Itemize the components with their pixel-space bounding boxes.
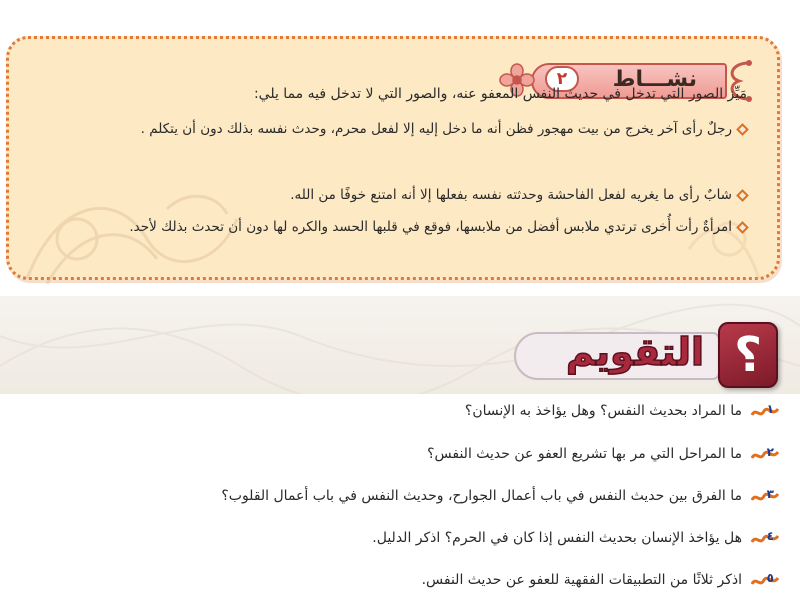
- question-mark-icon: ؟: [718, 322, 778, 388]
- question-item: [465, 398, 780, 424]
- wave-number-icon: [750, 401, 780, 421]
- question-number: ٣: [766, 487, 774, 501]
- question-text: ما المراد بحديث النفس؟ وهل يؤاخذ به الإنسان؟: [464, 403, 742, 419]
- wave-number-icon: [750, 444, 780, 464]
- activity-title: نشـــاط: [612, 67, 697, 92]
- question-number-badge: [750, 570, 780, 590]
- question-item: [221, 483, 780, 509]
- wave-number-icon: [750, 486, 780, 506]
- question-item: [427, 441, 780, 467]
- activity-number: ٢: [545, 66, 579, 92]
- diamond-bullet-icon: [736, 123, 749, 136]
- question-number: ٢: [766, 445, 774, 459]
- activity-item-text: شابٌ رأى ما يغريه لفعل الفاحشة وحدثته نفسه بفعلها إلا أنه امتنع خوفًا من الله.: [290, 187, 732, 203]
- question-text: ما الفرق بين حديث النفس في باب أعمال الجوارح، وحديث النفس في باب أعمال القلوب؟: [221, 488, 742, 504]
- wave-number-icon: [750, 528, 780, 548]
- question-number-badge: [750, 528, 780, 548]
- evaluation-header: [478, 322, 778, 392]
- activity-item: [27, 181, 747, 209]
- wave-number-icon: [750, 570, 780, 590]
- activity-item: [27, 213, 747, 241]
- diamond-bullet-icon: [736, 221, 749, 234]
- evaluation-title: التقويم: [565, 330, 704, 374]
- question-number: ٤: [766, 529, 774, 543]
- diamond-bullet-icon: [736, 189, 749, 202]
- question-text: ما المراحل التي مر بها تشريع العفو عن حديث النفس؟: [427, 446, 742, 462]
- question-number: ١: [766, 402, 774, 416]
- question-number-badge: [750, 401, 780, 421]
- question-number: ٥: [766, 571, 774, 585]
- activity-item: [27, 115, 747, 143]
- question-text: اذكر ثلاثًا من التطبيقات الفقهية للعفو عن حديث النفس.: [421, 572, 742, 588]
- activity-item-text: رجلٌ رأى آخر يخرج من بيت مهجور فظن أنه ما دخل إليه إلا لفعل محرم، وحدث نفسه بذلك دون أن يتكلم .: [140, 121, 732, 137]
- question-number-badge: [750, 444, 780, 464]
- activity-instruction: مَيِّز الصور التي تدخل في حديث النفس المعفو عنه، والصور التي لا تدخل فيه مما يلي:: [253, 86, 747, 102]
- activity-box: [6, 36, 780, 280]
- activity-item-text: امرأةٌ رأت أُخرى ترتدي ملابس أفضل من ملابسها، فوقع في قلبها الحسد والكره لها دون أن تحدث بذلك لأحد.: [129, 219, 732, 235]
- question-item: [422, 567, 780, 593]
- question-number-badge: [750, 486, 780, 506]
- question-text: هل يؤاخذ الإنسان بحديث النفس إذا كان في الحرم؟ اذكر الدليل.: [372, 530, 742, 546]
- question-item: [372, 525, 780, 551]
